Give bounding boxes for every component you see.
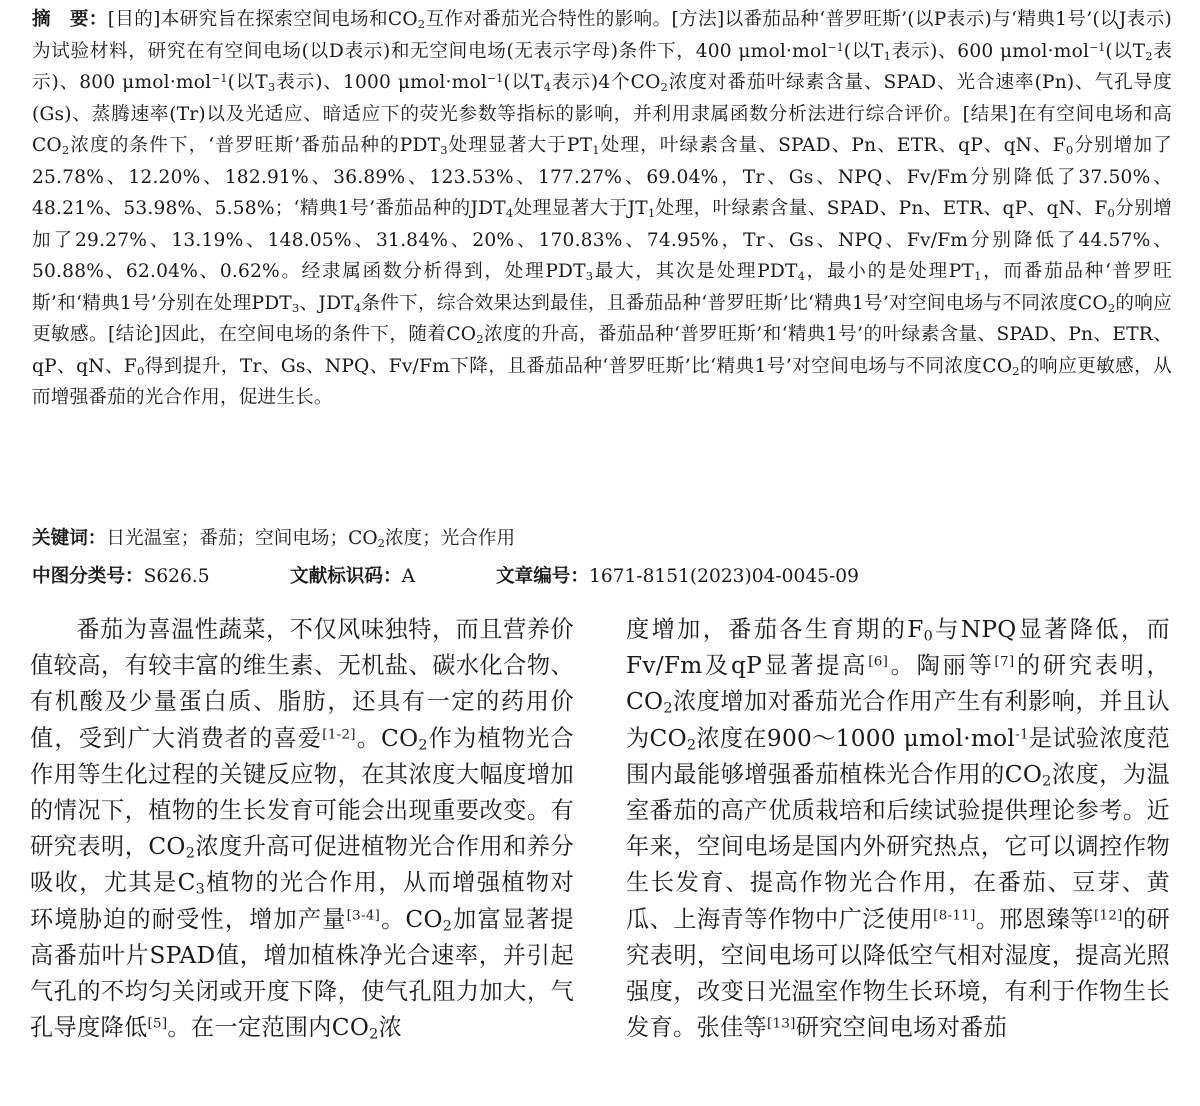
keywords — [32, 524, 1172, 554]
clc-value: S626.5 — [143, 566, 210, 587]
body-column-left — [30, 612, 574, 1046]
body-paragraph-right: 度增加，番茄各生育期的$F_0$与NPQ显著降低，而Fv/Fm及qP显著提高[6]。陶丽等[7]的研究表明，$CO_2$浓度增加对番茄光合作用产生有利影响，并且认为$CO_2$浓度在900～1000 μmol·mol$^{-1}$是试验浓度范围内最能够增强番茄植株光合作用的$CO_2$浓度，为温室番茄的高产优质栽培和后续试验提供理论参考。近年来，空间电场是国内外研究热点，它可以调控作物生长发育、提高作物光合作用，在番茄、豆芽、黄瓜、上海青等作物中广泛使用[8-11]。邢恩臻等[12]的研究表明，空间电场可以降低空气相对湿度，提高光照强度，改变日光温室作物生长环境，有利于作物生长发育。张佳等[13]研究空间电场对番茄 — [626, 616, 1171, 1042]
abstract — [32, 4, 1172, 414]
document-code-value: A — [401, 566, 416, 587]
document-code-label: 文献标识码： — [290, 566, 402, 587]
abstract-label: 摘 要： — [32, 9, 108, 30]
body-column-right — [626, 612, 1170, 1046]
article-number — [496, 562, 859, 592]
keywords-text: 日光温室；番茄；空间电场；$CO_2$浓度；光合作用 — [106, 528, 516, 550]
abstract-text: [目的]本研究旨在探索空间电场和$CO_2$互作对番茄光合特性的影响。[方法]以番茄品种‘普罗旺斯’(以P表示)与‘精典1号’(以J表示)为试验材料，研究在有空间电场(以D表示)和无空间电场(无表示字母)条件下，400 μmol·mol$^{-1}$(以$T_1$表示)、600 μmol·mol$^{-1}$(以$T_2$表示)、800 μmol·mol$^{-1}$(以$T_3$表示)、1000 μmol·mol$^{-1}$(以$T_4$表示)4个$CO_2$浓度对番茄叶绿素含量、SPAD、光合速率(Pn)、气孔导度(Gs)、蒸腾速率(Tr)以及光适应、暗适应下的荧光参数等指标的影响，并利用隶属函数分析法进行综合评价。[结果]在有空间电场和高$CO_2$浓度的条件下，‘普罗旺斯’番茄品种的$PDT_3$处理显著大于$PT_1$处理，叶绿素含量、SPAD、Pn、ETR、qP、qN、$F_0$分别增加了25.78%、12.20%、182.91%、36.89%、123.53%、177.27%、69.04%，Tr、Gs、NPQ、Fv/Fm分别降低了37.50%、48.21%、53.98%、5.58%；‘精典1号’番茄品种的$JDT_4$处理显著大于$JT_1$处理，叶绿素含量、SPAD、Pn、ETR、qP、qN、$F_0$分别增加了29.27%、13.19%、148.05%、31.84%、20%、170.83%、74.95%，Tr、Gs、NPQ、Fv/Fm分别降低了44.57%、50.88%、62.04%、0.62%。经隶属函数分析得到，处理$PDT_3$最大，其次是处理$PDT_4$，最小的是处理$PT_1$，而番茄品种‘普罗旺斯’和‘精典1号’分别在处理$PDT_3$、$JDT_4$条件下，综合效果达到最佳，且番茄品种‘普罗旺斯’比‘精典1号’对空间电场与不同浓度$CO_2$的响应更敏感。[结论]因此，在空间电场的条件下，随着$CO_2$浓度的升高，番茄品种‘普罗旺斯’和‘精典1号’的叶绿素含量、SPAD、Pn、ETR、qP、qN、$F_0$得到提升，Tr、Gs、NPQ、Fv/Fm下降，且番茄品种‘普罗旺斯’比‘精典1号’对空间电场与不同浓度$CO_2$的响应更敏感，从而增强番茄的光合作用，促进生长。 — [32, 9, 1172, 408]
article-number-value: 1671-8151(2023)04-0045-09 — [588, 566, 859, 587]
body-paragraph-left: 番茄为喜温性蔬菜，不仅风味独特，而且营养价值较高，有较丰富的维生素、无机盐、碳水化合物、有机酸及少量蛋白质、脂肪，还具有一定的药用价值，受到广大消费者的喜爱[1-2]。$CO_2$作为植物光合作用等生化过程的关键反应物，在其浓度大幅度增加的情况下，植物的生长发育可能会出现重要改变。有研究表明，$CO_2$浓度升高可促进植物光合作用和养分吸收，尤其是$C_3$植物的光合作用，从而增强植物对环境胁迫的耐受性，增加产量[3-4]。$CO_2$加富显著提高番茄叶片SPAD值，增加植株净光合速率，并引起气孔的不均匀关闭或开度下降，使气孔阻力加大，气孔导度降低[5]。在一定范围内$CO_2$浓 — [30, 616, 575, 1043]
document-code — [290, 562, 415, 592]
article-number-label: 文章编号： — [496, 566, 589, 587]
abstract-paragraph — [32, 4, 1172, 414]
clc-number — [32, 562, 210, 592]
clc-label: 中图分类号： — [32, 566, 144, 587]
keywords-label: 关键词： — [32, 528, 107, 549]
